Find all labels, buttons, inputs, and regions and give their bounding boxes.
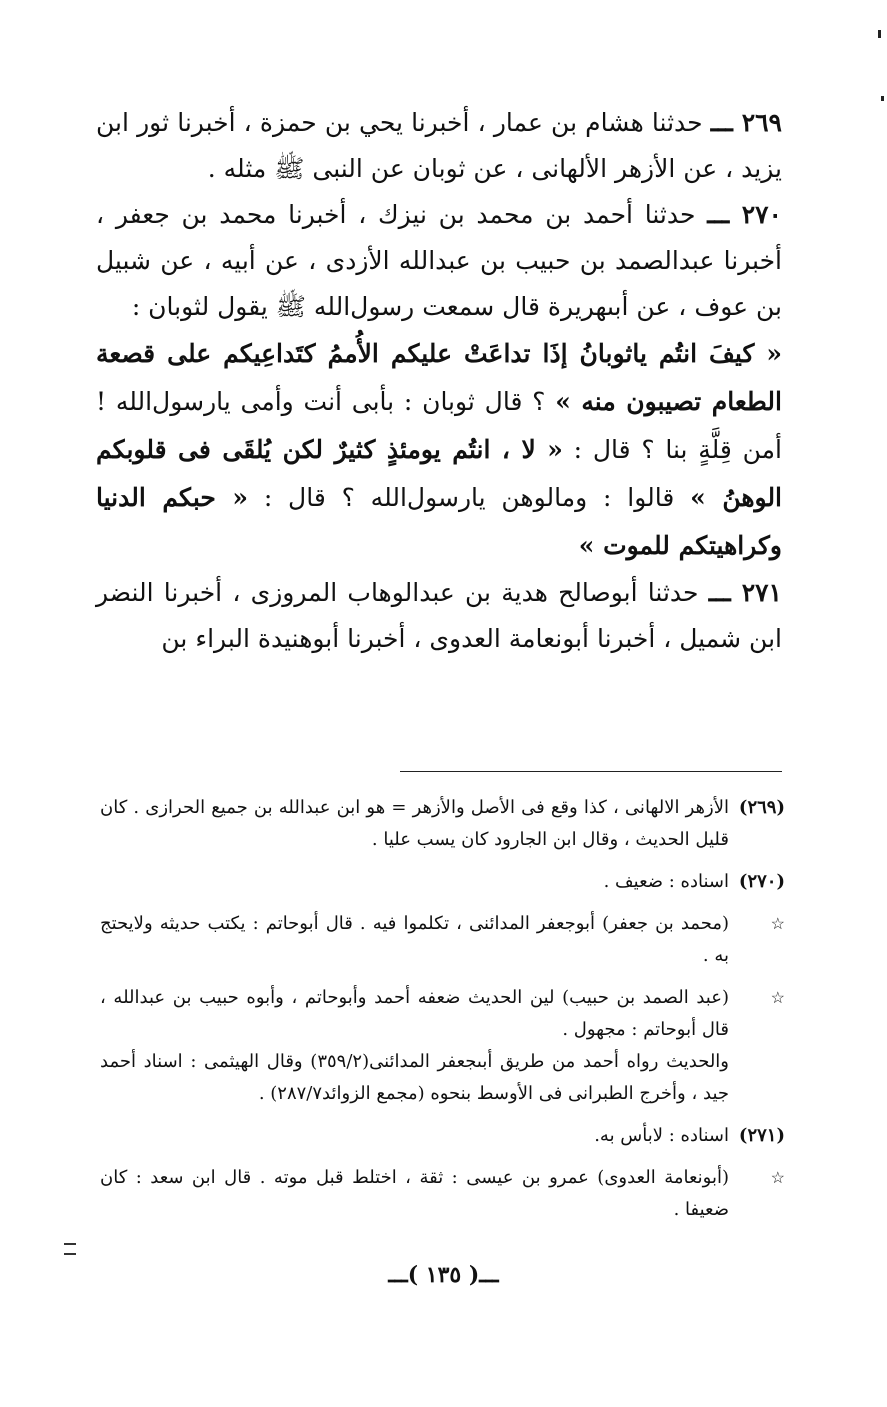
hadith-270 — [96, 192, 782, 330]
star-icon: ☆ — [770, 988, 785, 1007]
footnote — [100, 1120, 785, 1152]
footnote-body — [100, 908, 729, 972]
footnote — [100, 908, 785, 972]
hadith-text: حدثنا أبوصالح هدية بن عبدالوهاب المروزى ، أخبرنا النضر ابن شميل ، أخبرنا أبونعامة العدوى ، أخبرنا أبوهنيدة البراء بن — [96, 578, 782, 653]
footnote-text: (أبونعامة العدوى) عمرو بن عيسى : ثقة ، اختلط قبل موته . قال ابن سعد : كان ضعيفا . — [100, 1167, 729, 1220]
hadith-number: ٢٧٠ ـــ — [707, 200, 782, 229]
star-icon: ☆ — [770, 914, 785, 933]
quote-plain: ؟ قال ثوبان : بأبى أنت وأمى يارسول‌الله ! أمن قِلَّةٍ بنا ؟ قال : — [96, 387, 782, 464]
footnote-key: (٢٧١) — [738, 1125, 785, 1146]
footnotes — [100, 792, 785, 1236]
hadith-number: ٢٧١ ـــ — [708, 578, 782, 607]
footnote-body — [100, 1162, 729, 1226]
footnote — [100, 866, 785, 898]
quote-bold: « لا ، انتُم يومئذٍ كثيرٌ لكن يُلقَى فى قلوبكم الوهنُ » — [96, 435, 783, 512]
margin-mark — [64, 1243, 76, 1255]
quote-bold: « حبكم الدنيا وكراهيتكم للموت » — [96, 483, 782, 560]
hadith-number: ٢٦٩ ـــ — [710, 108, 782, 137]
quote-bold: « كيفَ انتُم ياثوبانُ إذَا تداعَتْ عليكم الأُممُ كتَداعِيكم على قصعة الطعام تصيبون منه » — [96, 339, 782, 416]
footnote-body — [100, 792, 729, 856]
footnote-text: والحديث رواه أحمد من طريق أبىجعفر المدائنى(٣٥٩/٢) وقال الهيثمى : اسناد أحمد جيد ، وأخرج الطبرانى فى الأوسط بنحوه (مجمع الزوائد٢٨٧/٧) . — [100, 1051, 730, 1104]
footnote-body — [100, 866, 729, 898]
footnote-text: الأزهر الالهانى ، كذا وقع فى الأصل والأزهر = هو ابن عبدالله بن جميع الحرازى . كان قليل الحديث ، وقال ابن الجارود كان يسب عليا . — [100, 797, 729, 850]
hadith-quote — [96, 330, 782, 570]
footnote-text: (عبد الصمد بن حبيب) لين الحديث ضعفه أحمد وأبوحاتم ، وأبوه حبيب بن عبدالله ، قال أبوحاتم : مجهول . — [100, 987, 729, 1040]
footnote — [100, 982, 785, 1110]
footnote-key: (٢٧٠) — [738, 871, 785, 892]
hadith-text: حدثنا هشام بن عمار ، أخبرنا يحي بن حمزة ، أخبرنا ثور ابن يزيد ، عن الأزهر الألهانى ، عن ثوبان عن النبى ﷺ مثله . — [96, 108, 782, 183]
footnote-key: (٢٦٩) — [738, 797, 785, 818]
footnote-divider — [400, 771, 782, 772]
footnote-body — [100, 1120, 729, 1152]
main-text — [96, 100, 782, 662]
footnote-body — [100, 982, 729, 1110]
hadith-269 — [96, 100, 782, 192]
footnote-text: اسناده : ضعيف . — [603, 871, 729, 892]
hadith-271 — [96, 570, 782, 662]
footnote-text: (محمد بن جعفر) أبوجعفر المدائنى ، تكلموا فيه . قال أبوحاتم : يكتب حديثه ولايحتج به . — [100, 913, 729, 966]
footnote-text: اسناده : لابأس به. — [594, 1125, 729, 1146]
page-number: ـــ( ١٣٥ )ـــ — [388, 1262, 499, 1288]
star-icon: ☆ — [770, 1168, 785, 1187]
hadith-text: حدثنا أحمد بن محمد بن نيزك ، أخبرنا محمد بن جعفر ، أخبرنا عبدالصمد بن حبيب بن عبدالله الأزدى ، عن أبيه ، عن شبيل بن عوف ، عن أبىهريرة قال سمعت رسول‌الله ﷺ يقول لثوبان : — [96, 200, 782, 321]
footnote — [100, 1162, 785, 1226]
footnote — [100, 792, 785, 856]
scan-mark — [881, 96, 884, 101]
quote-plain: قالوا : ومالوهن يارسول‌الله ؟ قال : — [248, 483, 691, 512]
scan-mark — [878, 30, 881, 38]
